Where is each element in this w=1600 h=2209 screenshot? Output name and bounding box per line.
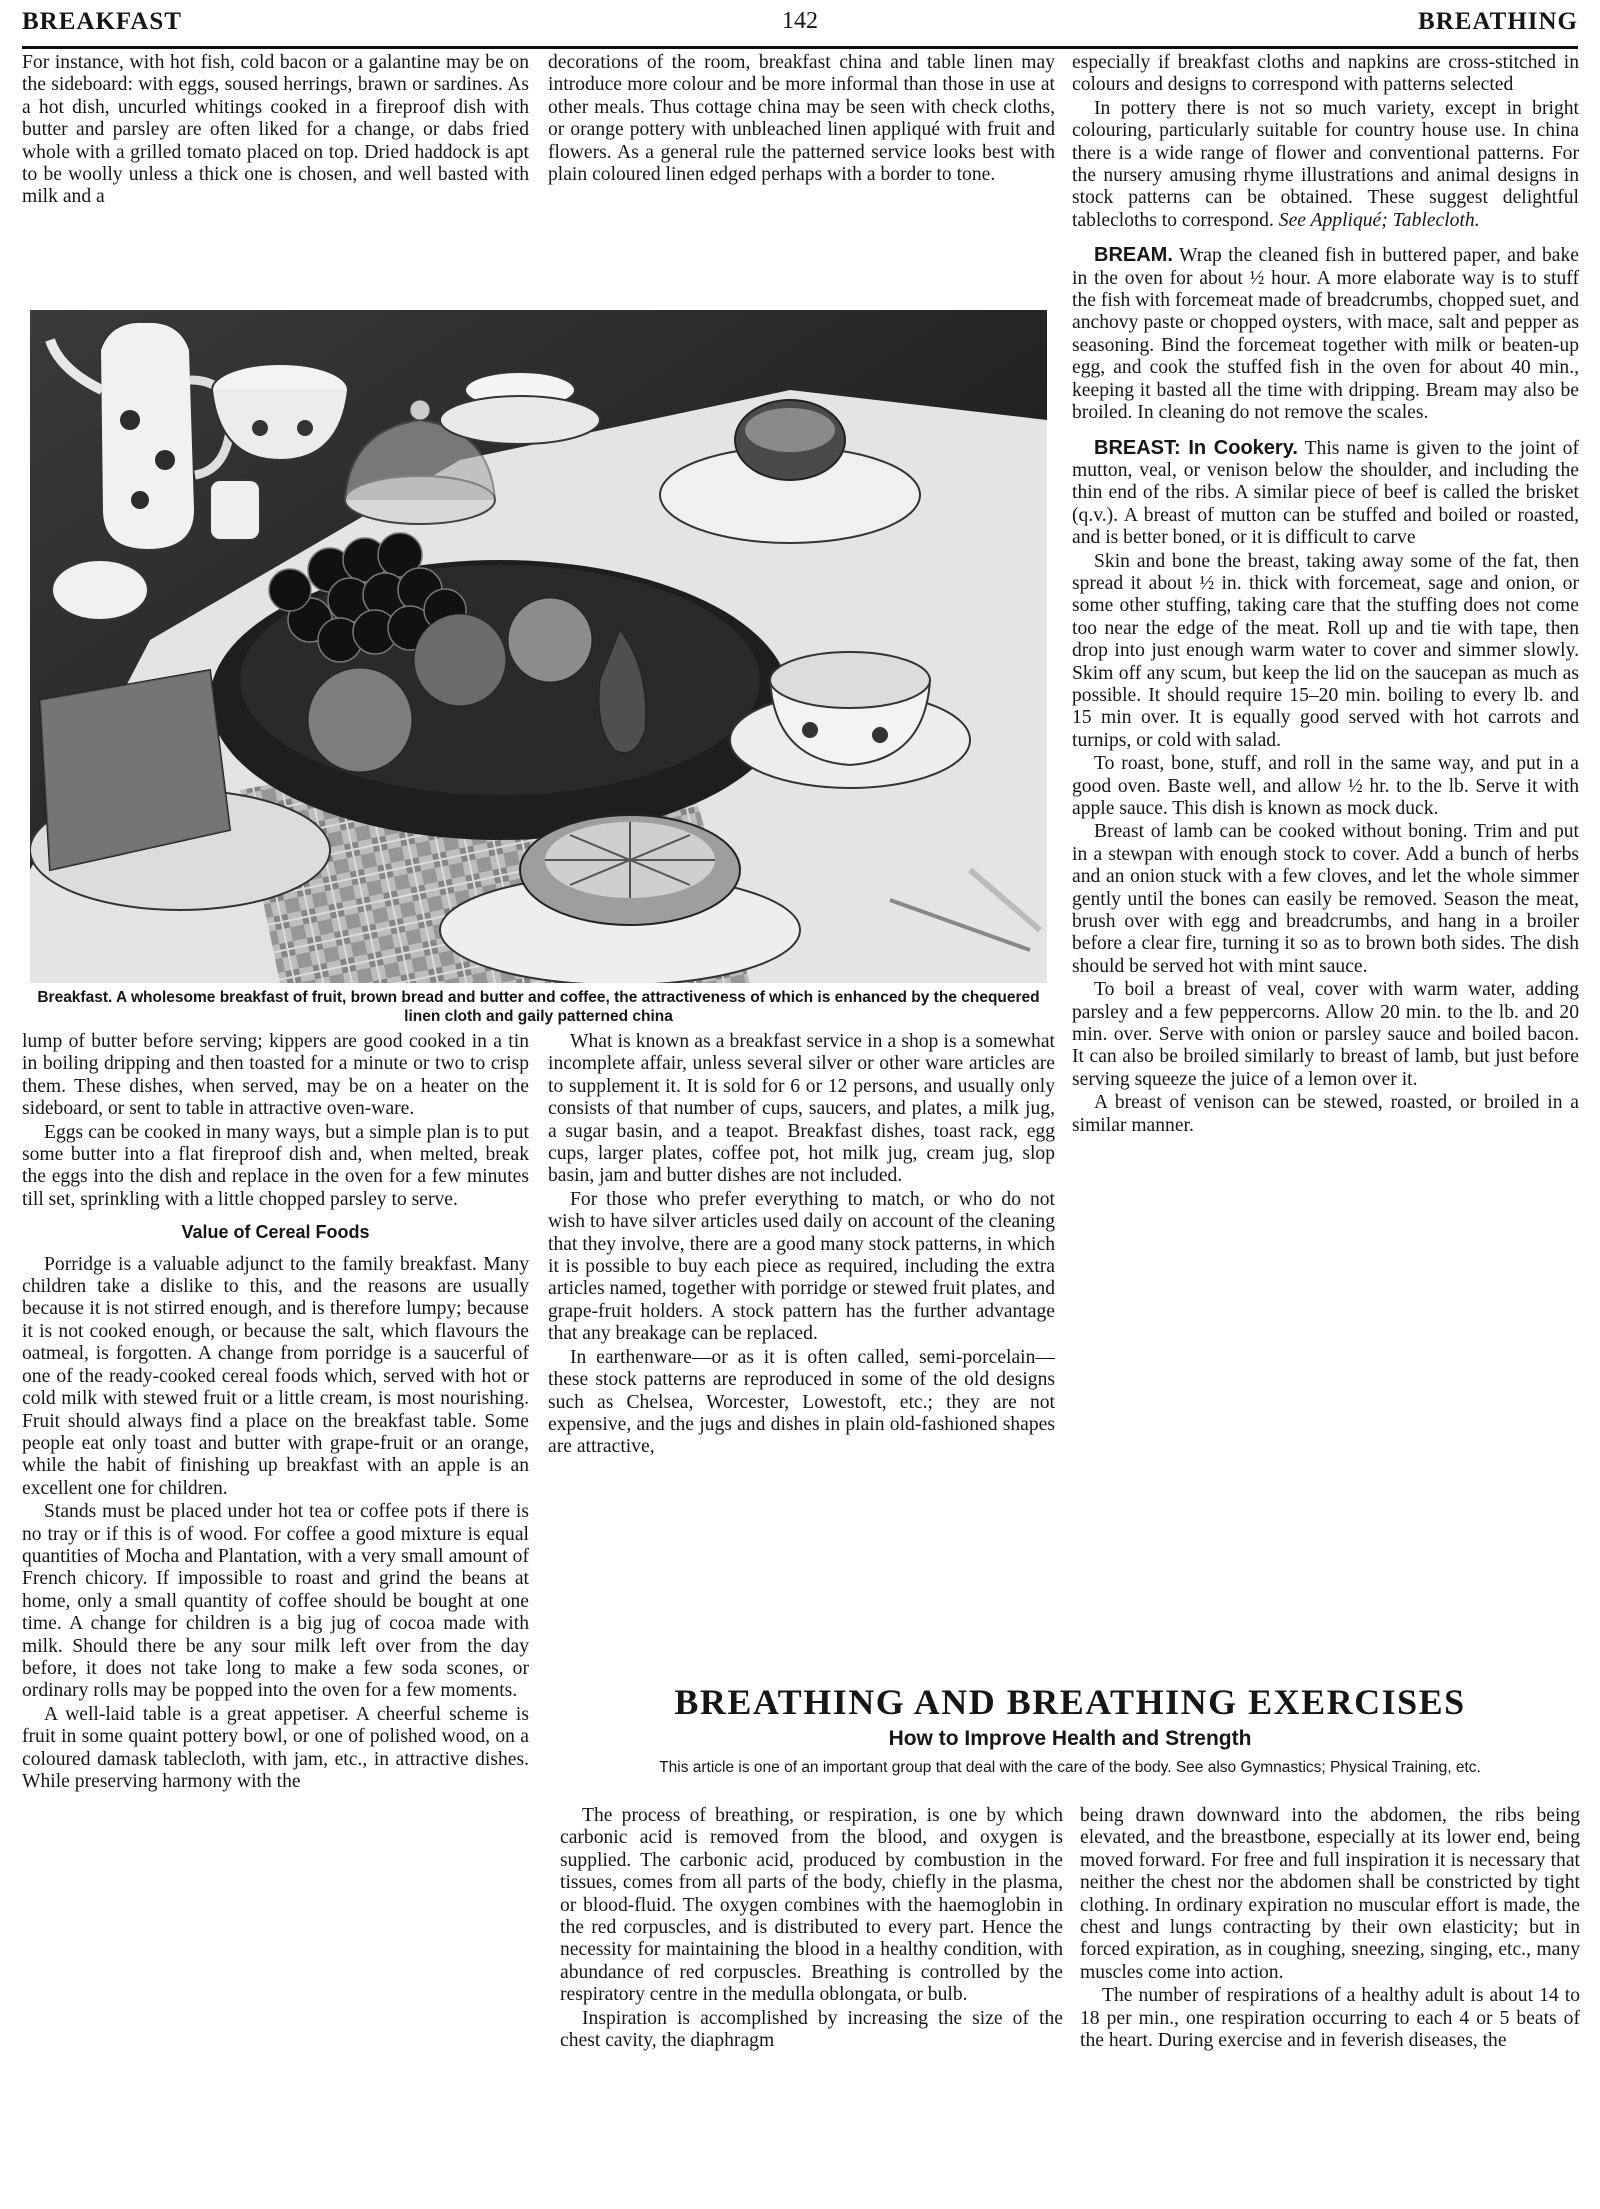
paragraph: being drawn downward into the abdomen, the ribs being elevated, and the breastbone, especially at its lower end, being moved forward. For free and full inspiration it is necessary that neither the chest nor the abdomen shall be constricted by tight clothing. In ordinary expiration no muscular effort is made, the chest and lungs contracting by their own elasticity; but in forced expiration, as in coughing, sneezing, singing, etc., many muscles come into action. xyxy=(1080,1805,1580,1983)
breathing-column-2 xyxy=(560,1805,1063,2052)
paragraph: In earthenware—or as it is often called, semi-porcelain—these stock patterns are reproduced in some of the old designs such as Chelsea, Worcester, Lowestoft, etc.; they are not expensive, and the jugs and dishes in plain old-fashioned shapes are attractive, xyxy=(548,1346,1055,1458)
pottery-text: In pottery there is not so much variety, except in bright colouring, particularly suitable for country house use. In china there is a wide range of flower and conventional patterns. For the nursery amusing rhyme illustrations and animal designs in stock patterns can be obtained. These suggest delightful tablecloths to correspond. xyxy=(1072,97,1579,231)
paragraph: Skin and bone the breast, taking away some of the fat, then spread it about ½ in. thick with forcemeat, sage and onion, or some other stuffing, taking care that the stuffing does not come too near the edge of the meat. Roll up and tie with tape, then drop into just enough warm water to cover and simmer slowly. Skim off any scum, but keep the lid on the saucepan as much as possible. It should require 15–20 min. boiling to every lb. and 15 min over. It is equally good served with hot carrots and turnips, or cold with salad. xyxy=(1072,550,1579,751)
column-3 xyxy=(1072,52,1579,1137)
paragraph: What is known as a breakfast service in a shop is a somewhat incomplete affair, unless several silver or other ware articles are to supplement it. It is sold for 6 or 12 persons, and usually only consists of that number of cups, saucers, and plates, a milk jug, a sugar basin, and a teapot. Breakfast dishes, toast rack, egg cups, larger plates, coffee pot, hot milk jug, cream jug, slop basin, jam and butter dishes are not included. xyxy=(548,1031,1055,1187)
article-title: BREATHING AND BREATHING EXERCISES xyxy=(674,1682,1466,1722)
see-also-reference: See Appliqué; Tablecloth. xyxy=(1278,209,1480,231)
photo-caption xyxy=(30,988,1047,1026)
entry-bream xyxy=(1072,244,1579,424)
caption-label: Breakfast. xyxy=(37,989,113,1006)
paragraph xyxy=(1072,98,1579,232)
entry-headword-breast: BREAST: In Cookery. xyxy=(1094,436,1298,459)
paragraph: especially if breakfast cloths and napkins are cross-stitched in colours and designs to correspond with patterns selected xyxy=(1072,52,1579,96)
article-intro-note: This article is one of an important group that deal with the care of the body. See also Gymnastics; Physical Training, etc. xyxy=(659,1759,1481,1776)
paragraph: For those who prefer everything to match, or who do not wish to have silver articles used daily on account of the cleaning that they involve, there are a good many stock patterns, in which it is possible to buy each piece as required, including the extra articles named, together with porridge or stewed fruit plates, and grape-fruit holders. A stock pattern has the further advantage that any breakage can be replaced. xyxy=(548,1188,1055,1345)
paragraph: lump of butter before serving; kippers are good cooked in a tin in boiling dripping and then toasted for a minute or two to crisp them. These dishes, when served, may be on a heater on the sideboard, or sent to table in attractive oven-ware. xyxy=(22,1031,529,1120)
column-2-bottom xyxy=(548,1031,1055,1459)
header-left-word: BREAKFAST xyxy=(22,8,182,35)
caption-text: A wholesome breakfast of fruit, brown bread and butter and coffee, the attractiveness of which is enhanced by the chequered linen cloth and gaily patterned china xyxy=(116,989,1040,1025)
paragraph: Inspiration is accomplished by increasing the size of the chest cavity, the diaphragm xyxy=(560,2007,1063,2052)
breakfast-photograph xyxy=(30,310,1047,983)
paragraph: Stands must be placed under hot tea or coffee pots if there is no tray or if this is of wood. For coffee a good mixture is equal quantities of Mocha and Plantation, with a very small amount of French chicory. If impossible to roast and grind the beans at home, only a small quantity of coffee should be bought at one time. A change for children is a big jug of cocoa made with milk. Should there be any sour milk left over from the day before, it does not take long to make a few soda scones, or ordinary rolls may be popped into the oven for a few moments. xyxy=(22,1501,529,1702)
paragraph: A breast of venison can be stewed, roasted, or broiled in a similar manner. xyxy=(1072,1092,1579,1136)
article-subtitle: How to Improve Health and Strength xyxy=(888,1727,1252,1750)
page-number: 142 xyxy=(782,8,818,34)
paragraph: Eggs can be cooked in many ways, but a simple plan is to put some butter into a flat fireproof dish and, when melted, break the eggs into the dish and replace in the oven for a few minutes till set, sprinkling with a little chopped parsley to serve. xyxy=(22,1121,529,1210)
header-right-word: BREATHING xyxy=(1418,8,1578,35)
column-1-top xyxy=(22,52,529,209)
column-1-bottom xyxy=(22,1031,529,1793)
paragraph: decorations of the room, breakfast china and table linen may introduce more colour and be more informal than those in use at other meals. Thus cottage china may be seen with check cloths, or orange pottery with unbleached linen appliqué with fruit and flowers. As a general rule the patterned service looks best with plain coloured linen edged perhaps with a border to tone. xyxy=(548,52,1055,186)
paragraph: For instance, with hot fish, cold bacon or a galantine may be on the sideboard: with eggs, soused herrings, brawn or sardines. As a hot dish, uncurled whitings cooked in a fireproof dish with butter and parsley are often liked for a change, or dabs fried whole with a grilled tomato placed on top. Dried haddock is apt to be woolly unless a thick one is chosen, and well basted with milk and a xyxy=(22,52,529,208)
column-2-top xyxy=(548,52,1055,186)
entry-headword-bream: BREAM. xyxy=(1094,244,1173,267)
paragraph: A well-laid table is a great appetiser. A cheerful scheme is fruit in some quaint pottery bowl, or one of polished wood, on a coloured damask tablecloth, with jam, etc., in attractive dishes. While preserving harmony with the xyxy=(22,1703,529,1792)
breakfast-photo-illustration xyxy=(30,310,1047,983)
entry-text: Wrap the cleaned fish in buttered paper, and bake in the oven for about ½ hour. A more elaborate way is to stuff the fish with forcemeat made of breadcrumbs, chopped suet, and anchovy paste or chopped oysters, with mace, salt and pepper as seasoning. Bind the forcemeat together with milk or beaten-up egg, and cook the stuffed fish in the oven for about 40 min., keeping it basted all the time with dripping. Bream may also be broiled. In cleaning do not remove the scales. xyxy=(1072,245,1579,424)
entry-text: This name is given to the joint of mutton, veal, or venison below the shoulder, and including the thin end of the ribs. A similar piece of beef is called the brisket (q.v.). A breast of mutton can be stuffed and boiled or roasted, and is better boned, or it is difficult to carve xyxy=(1072,437,1579,549)
running-header xyxy=(22,6,1578,49)
paragraph: The number of respirations of a healthy adult is about 14 to 18 per min., one respiration occurring to each 4 or 5 beats of the heart. During exercise and in feverish diseases, the xyxy=(1080,1985,1580,2052)
paragraph: To roast, bone, stuff, and roll in the same way, and put in a good oven. Baste well, and allow ½ hr. to the lb. Serve it with apple sauce. This dish is known as mock duck. xyxy=(1072,753,1579,819)
entry-breast xyxy=(1072,437,1579,550)
paragraph: To boil a breast of veal, cover with warm water, adding parsley and a few peppercorns. Allow 20 min. to the lb. and 20 min. over. Serve with onion or parsley sauce and boiled bacon. It can also be broiled similarly to breast of lamb, but just before serving squeeze the juice of a lemon over it. xyxy=(1072,979,1579,1090)
paragraph: Porridge is a valuable adjunct to the family breakfast. Many children take a dislike to this, and the reasons are usually because it is not stirred enough, and is therefore lumpy; because it is not cooked enough, or because the salt, which flavours the oatmeal, is forgotten. A change from porridge is a saucerful of one of the ready-cooked cereal foods which, served with hot or cold milk with stewed fruit or a little cream, is most nourishing. Fruit should always find a place on the breakfast table. Some people eat only toast and butter with grape-fruit or an orange, while the habit of finishing up breakfast with an apple is an excellent one for children. xyxy=(22,1253,529,1499)
paragraph: The process of breathing, or respiration, is one by which carbonic acid is removed from the blood, and oxygen is supplied. The carbonic acid, produced by combustion in the tissues, comes from all parts of the body, chiefly in the plasma, or blood-fluid. The oxygen combines with the haemoglobin in the red corpuscles, and is distributed to every part. Hence the necessity for maintaining the blood in a healthy condition, with abundance of red corpuscles. Breathing is controlled by the respiratory centre in the medulla oblongata, or bulb. xyxy=(560,1805,1063,2006)
breathing-column-3 xyxy=(1080,1805,1580,2052)
section-heading-cereal: Value of Cereal Foods xyxy=(181,1222,370,1243)
paragraph: Breast of lamb can be cooked without boning. Trim and put in a stewpan with enough stock to cover. Add a bunch of herbs and an onion stuck with a few cloves, and let the whole simmer gently until the bones can easily be removed. Season the meat, brush over with egg and breadcrumbs, and hang in a broiler before a clear fire, turning it so as to brown both sides. The dish should be served hot with mint sauce. xyxy=(1072,821,1579,977)
